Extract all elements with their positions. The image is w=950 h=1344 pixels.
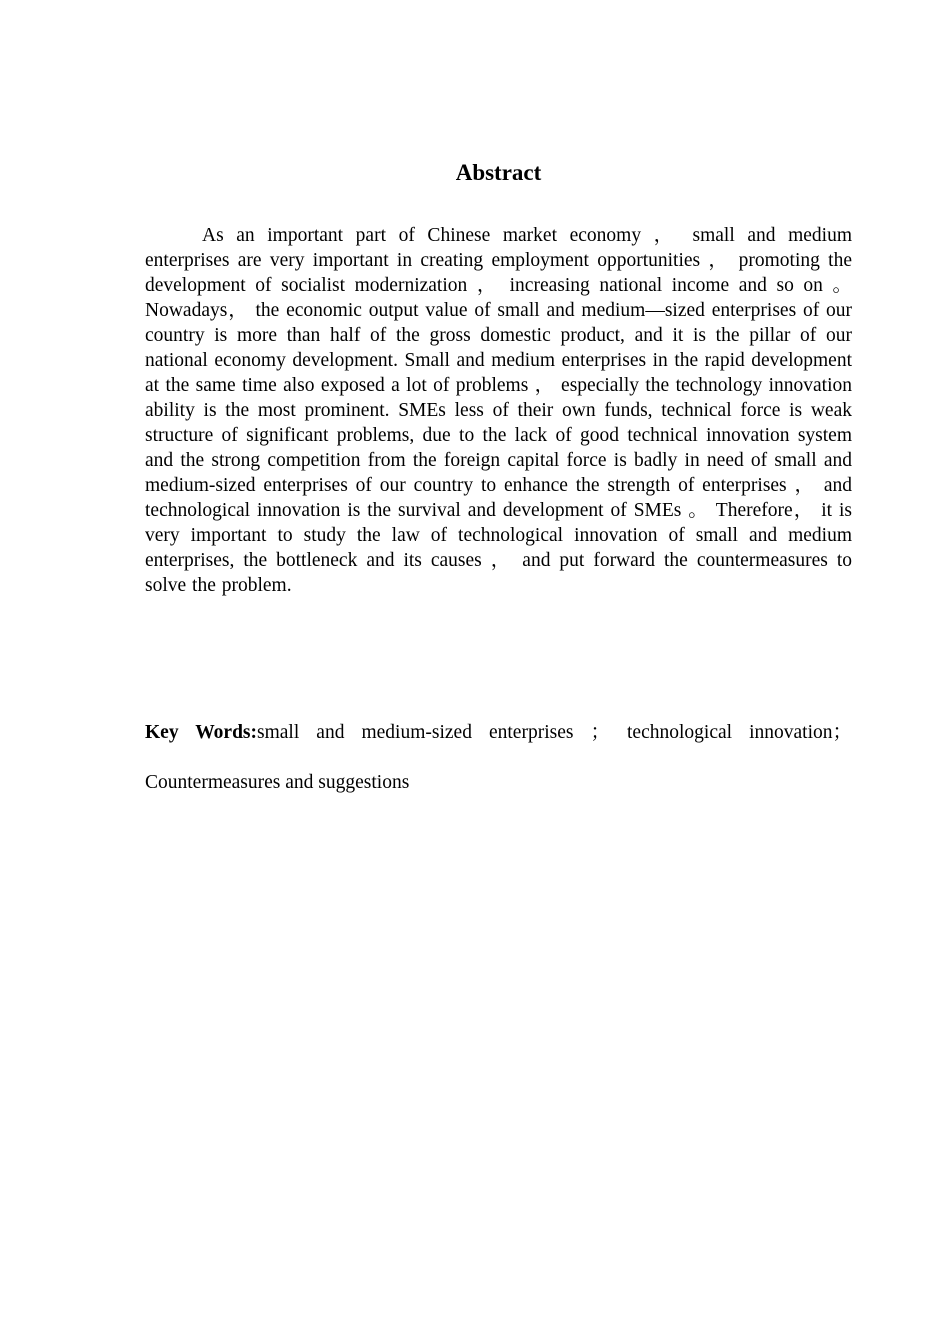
abstract-title: Abstract bbox=[455, 160, 542, 185]
abstract-body: As an important part of Chinese market economy ， small and medium enterprises are very important in creating employment opportunities ， promoting the development of socialist modernization ， increasing national income and so on 。 Nowadays， the economic output value of small and medium—sized enterprises of our country is more than half of the gross domestic product, and it is the pillar of our national economy development. Small and medium enterprises in the rapid development at the same time also exposed a lot of problems ， especially the technology innovation ability is the most prominent. SMEs less of their own funds, technical force is weak structure of significant problems, due to the lack of good technical innovation system and the strong competition from the foreign capital force is badly in need of small and medium-sized enterprises of our country to enhance the strength of enterprises ， and technological innovation is the survival and development of SMEs 。 Therefore， it is very important to study the law of technological innovation of small and medium enterprises, the bottleneck and its causes ， and put forward the countermeasures to solve the problem. bbox=[145, 225, 852, 596]
keywords-text: small and medium-sized enterprises ； technological innovation； Countermeasures and suggestions bbox=[145, 722, 852, 793]
keywords-paragraph bbox=[145, 708, 852, 808]
keywords-label: Key Words: bbox=[145, 722, 258, 743]
